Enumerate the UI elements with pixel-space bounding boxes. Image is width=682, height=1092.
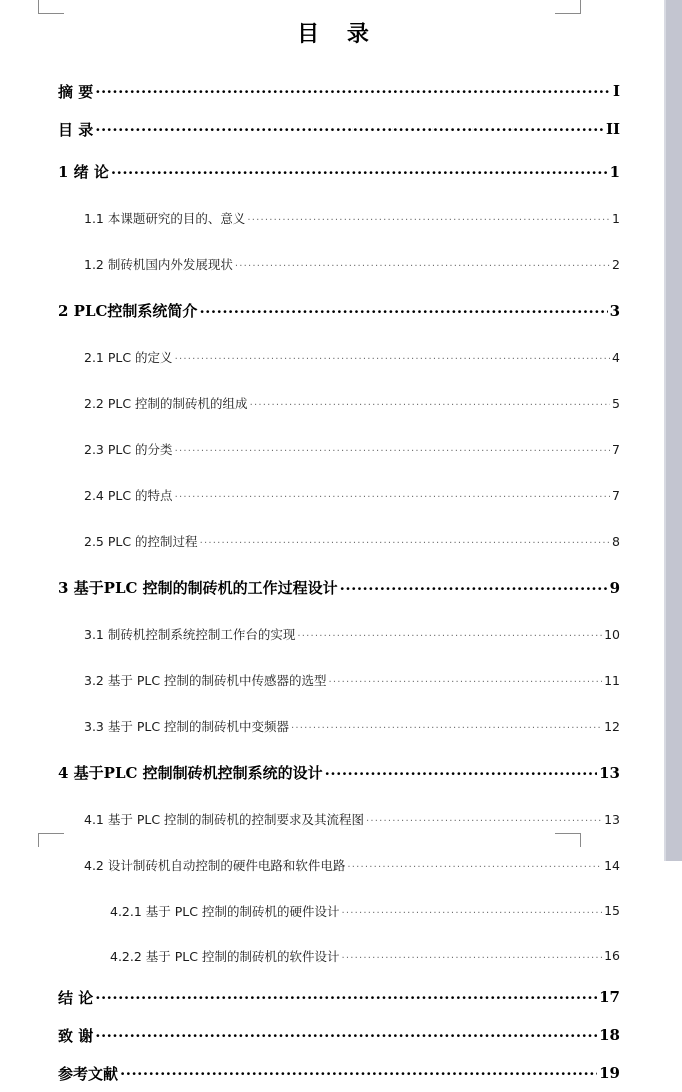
toc-entry[interactable]: [0, 110, 666, 148]
toc-entry-label: 4.1 基于 PLC 控制的制砖机的控制要求及其流程图: [84, 812, 365, 827]
toc-entry-label: 1.1 本课题研究的目的、意义: [84, 211, 246, 226]
toc-entry[interactable]: [0, 241, 666, 287]
toc-entry-label: 目 录: [58, 120, 94, 139]
toc-entry-page-number: 11: [604, 672, 620, 688]
toc-entry[interactable]: [0, 978, 666, 1016]
toc-dot-leader: [95, 990, 597, 1005]
toc-entry-label: 致 谢: [58, 1026, 94, 1045]
toc-entry[interactable]: [0, 657, 666, 703]
toc-entry-page-number: 15: [604, 903, 620, 918]
toc-entry[interactable]: [0, 749, 666, 796]
toc-entry[interactable]: [0, 195, 666, 241]
toc-entry[interactable]: [0, 72, 666, 110]
toc-entry-page-number: 4: [612, 349, 620, 365]
toc-entry-page-number: 1: [612, 210, 620, 226]
toc-entry[interactable]: [0, 1016, 666, 1054]
toc-dot-leader: [95, 122, 604, 137]
toc-dot-leader: [95, 84, 611, 99]
toc-entry-page-number: 18: [599, 1026, 620, 1044]
toc-entry-label: 3 基于PLC 控制的制砖机的工作过程设计: [58, 579, 338, 597]
toc-entry-label: 4.2.2 基于 PLC 控制的制砖机的软件设计: [110, 948, 340, 964]
toc-dot-leader: [175, 443, 610, 456]
toc-entry[interactable]: [0, 518, 666, 564]
toc-dot-leader: [366, 813, 602, 826]
page-title: 目 录: [297, 21, 379, 47]
toc-dot-leader: [329, 674, 603, 687]
toc-entry-label: 3.1 制砖机控制系统控制工作台的实现: [84, 627, 296, 642]
toc-entry[interactable]: [0, 334, 666, 380]
toc-entry-page-number: 17: [599, 988, 620, 1006]
toc-dot-leader: [291, 720, 602, 733]
toc-entry-page-number: 14: [604, 857, 620, 873]
toc-entry-page-number: 2: [612, 256, 620, 272]
toc-entry-label: 摘 要: [58, 82, 94, 101]
toc-entry-page-number: 1: [609, 162, 620, 181]
toc-dot-leader: [120, 1066, 597, 1081]
toc-entry-page-number: 8: [612, 533, 620, 549]
toc-entry-page-number: 5: [612, 395, 620, 411]
toc-entry-page-number: 13: [599, 763, 620, 782]
toc-entry-label: 4.2.1 基于 PLC 控制的制砖机的硬件设计: [110, 903, 340, 919]
toc-entry-label: 2.2 PLC 控制的制砖机的组成: [84, 396, 248, 411]
toc-entry[interactable]: [0, 703, 666, 749]
toc-entry-label: 1 绪 论: [58, 163, 109, 181]
toc-entry-label: 3.3 基于 PLC 控制的制砖机中变频器: [84, 719, 290, 734]
table-of-contents: [0, 72, 666, 1092]
toc-entry-label: 4.2 设计制砖机自动控制的硬件电路和软件电路: [84, 858, 346, 873]
toc-entry-label: 2.3 PLC 的分类: [84, 442, 173, 457]
toc-entry[interactable]: [0, 1054, 666, 1092]
toc-entry-page-number: I: [612, 82, 620, 100]
toc-entry-page-number: 10: [604, 626, 620, 642]
toc-dot-leader: [297, 628, 602, 641]
toc-entry[interactable]: [0, 426, 666, 472]
toc-entry-page-number: 16: [604, 948, 620, 963]
toc-entry-label: 2.1 PLC 的定义: [84, 350, 173, 365]
toc-dot-leader: [325, 765, 597, 780]
toc-entry[interactable]: [0, 287, 666, 334]
toc-dot-leader: [200, 535, 610, 548]
toc-entry-page-number: 3: [609, 301, 620, 320]
toc-dot-leader: [95, 1028, 597, 1043]
toc-entry-label: 2 PLC控制系统简介: [58, 302, 198, 320]
toc-entry-page-number: 19: [599, 1064, 620, 1082]
toc-entry-page-number: 7: [612, 487, 620, 503]
toc-entry[interactable]: [0, 472, 666, 518]
crop-mark-top-left: [38, 0, 64, 14]
toc-dot-leader: [340, 580, 608, 595]
toc-entry[interactable]: [0, 380, 666, 426]
toc-entry[interactable]: [0, 148, 666, 195]
toc-dot-leader: [175, 489, 610, 502]
toc-dot-leader: [199, 303, 607, 318]
toc-entry-label: 2.5 PLC 的控制过程: [84, 534, 198, 549]
toc-dot-leader: [111, 164, 608, 179]
toc-dot-leader: [341, 904, 602, 917]
toc-entry-label: 4 基于PLC 控制制砖机控制系统的设计: [58, 764, 323, 782]
toc-entry-page-number: 9: [609, 578, 620, 597]
crop-mark-top-right: [555, 0, 581, 14]
toc-entry-label: 2.4 PLC 的特点: [84, 488, 173, 503]
toc-dot-leader: [341, 949, 602, 962]
toc-entry-label: 3.2 基于 PLC 控制的制砖机中传感器的选型: [84, 673, 327, 688]
toc-dot-leader: [175, 351, 610, 364]
scrollbar-track[interactable]: [666, 0, 682, 861]
toc-entry[interactable]: [0, 888, 666, 933]
toc-entry[interactable]: [0, 611, 666, 657]
toc-entry-page-number: 13: [604, 811, 620, 827]
toc-entry-page-number: II: [605, 120, 620, 138]
toc-entry[interactable]: [0, 564, 666, 611]
toc-entry-page-number: 12: [604, 718, 620, 734]
toc-entry[interactable]: [0, 933, 666, 978]
toc-entry[interactable]: [0, 842, 666, 888]
toc-entry-label: 参考文献: [58, 1064, 119, 1083]
toc-dot-leader: [235, 258, 610, 271]
toc-entry-label: 结 论: [58, 988, 94, 1007]
toc-entry-label: 1.2 制砖机国内外发展现状: [84, 257, 233, 272]
toc-dot-leader: [247, 212, 610, 225]
toc-entry[interactable]: [0, 796, 666, 842]
toc-entry-page-number: 7: [612, 441, 620, 457]
toc-dot-leader: [250, 397, 610, 410]
